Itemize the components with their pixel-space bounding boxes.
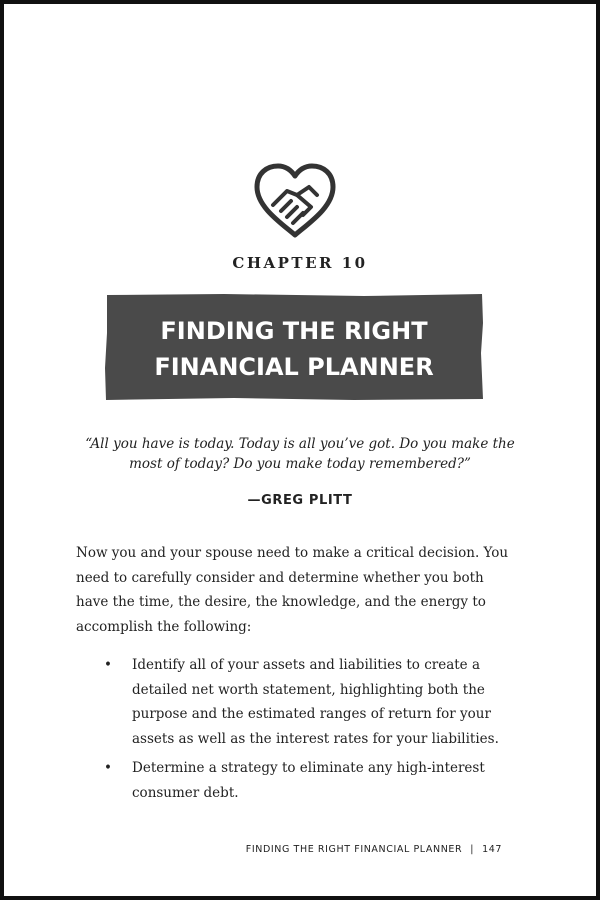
chapter-title-line-2: FINANCIAL PLANNER [154, 353, 434, 381]
bullet-marker: • [104, 657, 112, 673]
bullet-list [76, 653, 516, 810]
bullet-marker: • [104, 760, 112, 776]
chapter-title-banner [104, 293, 484, 401]
page-number: 147 [482, 844, 502, 855]
running-head: FINDING THE RIGHT FINANCIAL PLANNER [245, 844, 463, 855]
footer-separator: | [470, 844, 475, 855]
chapter-title-line-1: FINDING THE RIGHT [160, 317, 428, 345]
list-item-text: Determine a strategy to eliminate any high-interest consumer debt. [132, 760, 485, 801]
epigraph-attribution: —GREG PLITT [247, 493, 353, 508]
chapter-number: CHAPTER 10 [232, 254, 368, 272]
list-item [76, 653, 516, 751]
page-footer [246, 844, 502, 855]
epigraph-quote: “All you have is today. Today is all you’ve got. Do you make the most of today? Do you make today remembered?” [85, 436, 515, 472]
chapter-title [104, 313, 484, 385]
body-paragraph: Now you and your spouse need to make a critical decision. You need to carefully consider and determine whether you both have the time, the desire, the knowledge, and the energy to accomplish the following: [76, 545, 509, 635]
heart-handshake-icon [251, 161, 339, 241]
list-item [76, 756, 516, 805]
list-item-text: Identify all of your assets and liabilities to create a detailed net worth statement, highlighting both the purpose and the estimated ranges of return for your assets as well as the interest rates for your liabilities. [132, 657, 499, 747]
